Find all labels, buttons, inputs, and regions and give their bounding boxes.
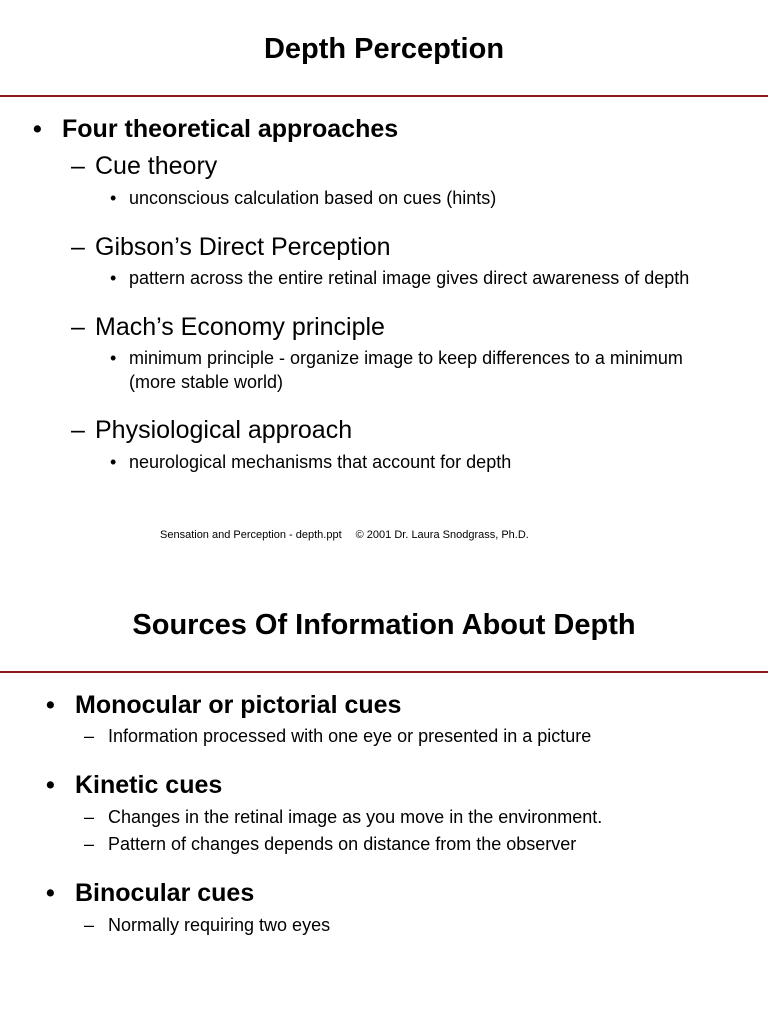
dash-marker: – (84, 807, 95, 827)
dash-marker: – (84, 915, 95, 935)
footer-source: Sensation and Perception - depth.ppt (160, 529, 342, 541)
approach-cue-theory: Cue theory (95, 152, 218, 180)
approach-mach: Mach’s Economy principle (95, 313, 385, 341)
approach-detail: unconscious calculation based on cues (hints) (129, 188, 497, 208)
dash-marker: – (71, 152, 85, 180)
slide2-title-rule (0, 671, 768, 673)
slide1-title-rule (0, 95, 768, 97)
bullet-marker: • (33, 115, 42, 143)
approach-detail: neurological mechanisms that account for depth (129, 452, 512, 472)
cue-detail: Normally requiring two eyes (108, 915, 331, 935)
slide-footer (160, 528, 529, 542)
main-point: Four theoretical approaches (62, 115, 399, 143)
approach-detail: minimum principle - organize image to keep differences to a minimum (129, 348, 683, 368)
bullet-marker: • (46, 879, 55, 907)
bullet-marker: • (46, 771, 55, 799)
bullet-marker: • (110, 348, 117, 368)
slide1-title: Depth Perception (263, 33, 505, 65)
cue-detail: Pattern of changes depends on distance from the observer (108, 834, 577, 854)
dash-marker: – (84, 726, 95, 746)
bullet-marker: • (110, 452, 117, 472)
cue-monocular: Monocular or pictorial cues (75, 691, 402, 719)
cue-kinetic: Kinetic cues (75, 771, 223, 799)
dash-marker: – (71, 416, 85, 444)
dash-marker: – (71, 313, 85, 341)
bullet-marker: • (110, 268, 117, 288)
approach-detail: pattern across the entire retinal image gives direct awareness of depth (129, 268, 690, 288)
cue-detail: Changes in the retinal image as you move in the environment. (108, 807, 603, 827)
bullet-marker: • (46, 691, 55, 719)
cue-binocular: Binocular cues (75, 879, 255, 907)
approach-gibson: Gibson’s Direct Perception (95, 233, 391, 261)
slide2-title: Sources Of Information About Depth (132, 609, 636, 641)
approach-physiological: Physiological approach (95, 416, 353, 444)
approach-detail-continued: (more stable world) (129, 372, 284, 392)
dash-marker: – (84, 834, 95, 854)
bullet-marker: • (110, 188, 117, 208)
cue-detail: Information processed with one eye or presented in a picture (108, 726, 592, 746)
footer-copyright: © 2001 Dr. Laura Snodgrass, Ph.D. (355, 529, 529, 541)
dash-marker: – (71, 233, 85, 261)
